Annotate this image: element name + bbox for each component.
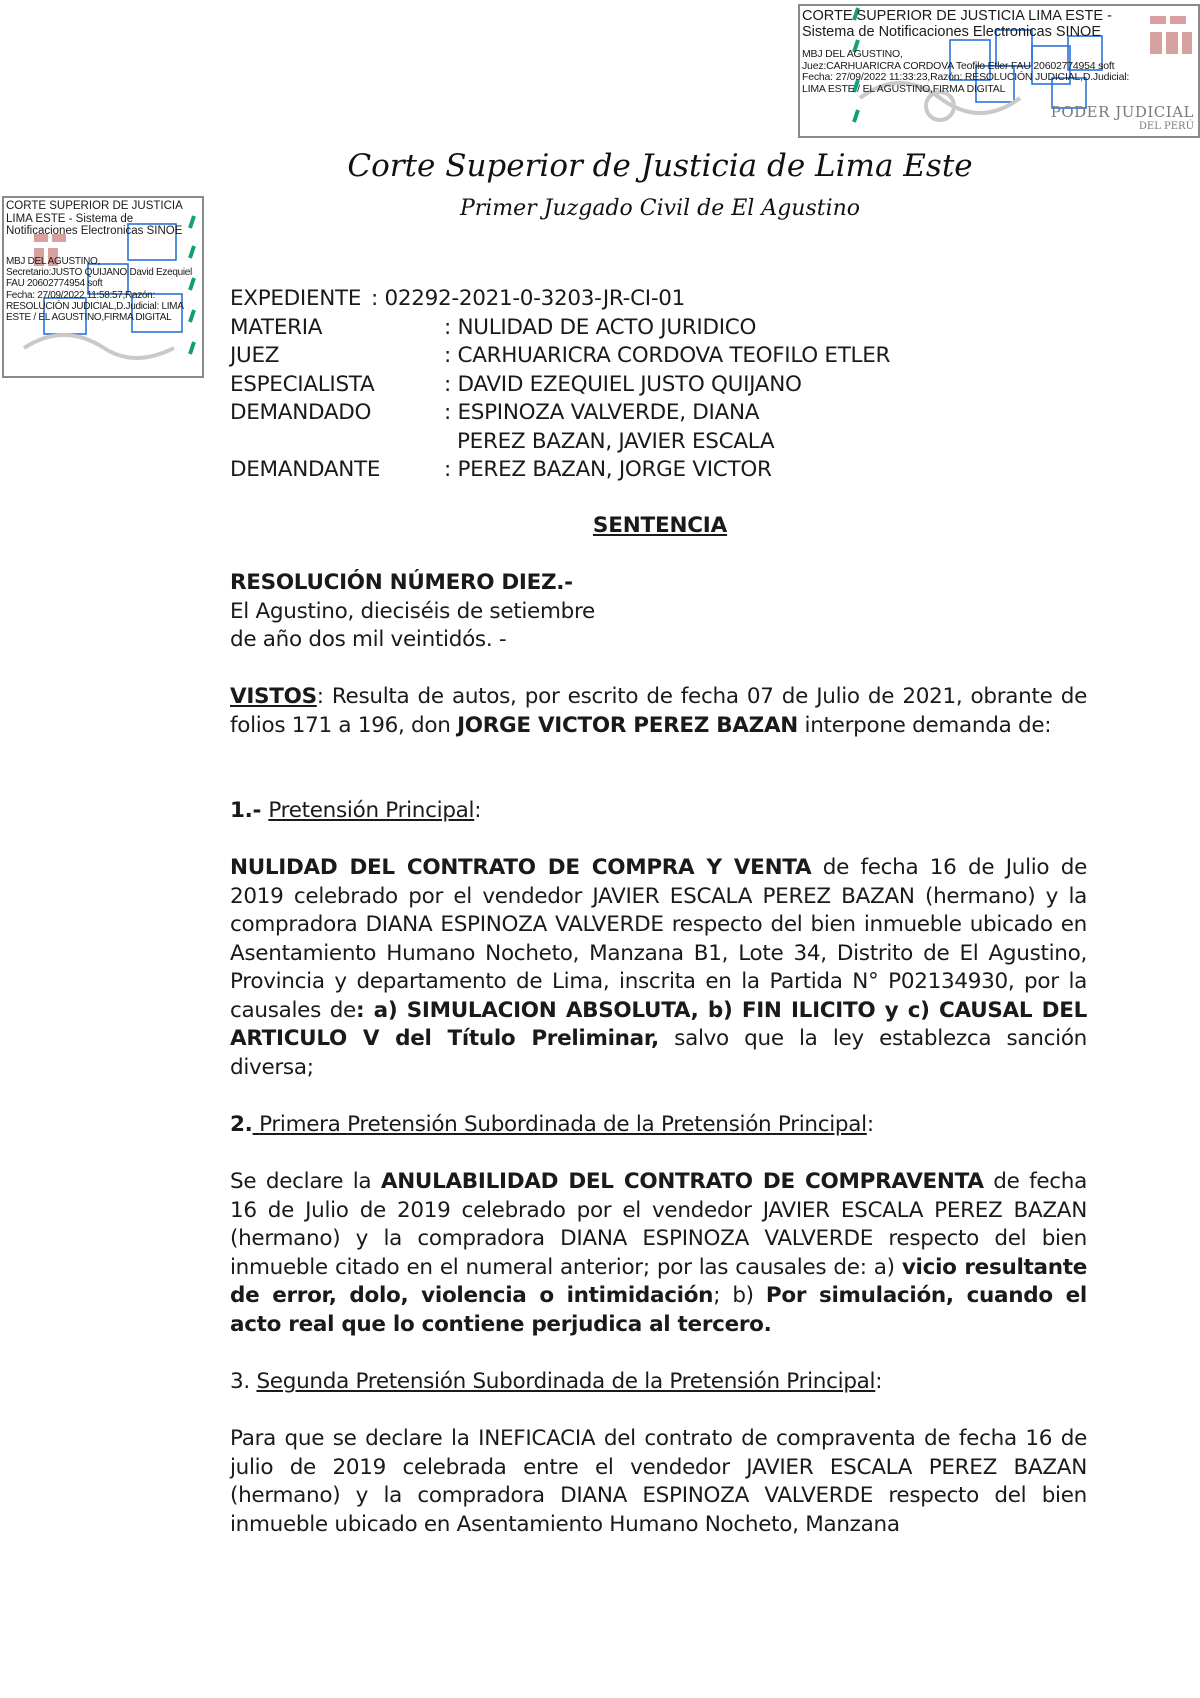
section-label: Primera Pretensión Subordinada de la Pretensión Principal (252, 1112, 867, 1137)
claim-text: de fecha 16 de Julio de 2019 celebrado por el vendedor JAVIER ESCALA PEREZ BAZAN (hermano) y la compradora DIANA ESPINOZA VALVERDE respecto del bien inmueble ubicado en Asentamiento Humano Nocheto, Manzana B1, Lote 34, Distrito de El Agustino, Provincia y departamento de Lima, inscrita en la Partida N° P02134930, por la causales de (230, 855, 1087, 1023)
signature-stamp-secretary (2, 196, 204, 378)
section-number: 3. (230, 1369, 257, 1394)
signature-body-line: MBJ DEL AGUSTINO, (6, 256, 100, 267)
vistos-label: VISTOS (230, 684, 317, 709)
meta-row-demandado (230, 399, 890, 428)
juez-label: JUEZ (230, 343, 280, 368)
juez-value: : CARHUARICRA CORDOVA TEOFILO ETLER (444, 343, 891, 368)
court-name: Corte Superior de Justicia de Lima Este (347, 148, 973, 184)
demandante-value: : PEREZ BAZAN, JORGE VICTOR (444, 457, 772, 482)
section-label: Segunda Pretensión Subordinada de la Pretensión Principal (256, 1369, 876, 1394)
section-colon: : (875, 1369, 883, 1394)
case-metadata (230, 285, 890, 485)
document-title: SENTENCIA (592, 513, 728, 538)
signature-body-line: Secretario:JUSTO QUIJANO David Ezequiel FAU 20602774954 soft (6, 267, 192, 290)
claim-paragraph-3 (230, 1425, 1087, 1539)
claim-bold: vicio resultante de error, dolo, violencia o intimidación (230, 1254, 1087, 1308)
claim-text: de fecha 16 de Julio de 2019 celebrado por el vendedor JAVIER ESCALA PEREZ BAZAN (hermano) y la compradora DIANA ESPINOZA VALVERDE respecto del bien inmueble citado en el numeral anterior; por las causales de: a) (230, 1169, 1087, 1280)
meta-row-juez (230, 342, 890, 371)
resolution-number: RESOLUCIÓN NÚMERO DIEZ.- (230, 570, 573, 595)
signature-body (6, 256, 202, 323)
date-line: El Agustino, dieciséis de setiembre (230, 598, 595, 624)
claim-bold: : a) SIMULACION ABSOLUTA, b) FIN ILICITO y c) CAUSAL DEL ARTICULO V del Título Preliminar, (230, 997, 1087, 1051)
claim-paragraph-1 (230, 854, 1087, 1082)
section-number: 2. (230, 1112, 253, 1137)
vistos-text: interpone demanda de: (797, 712, 1052, 738)
claim-text: ; b) (713, 1283, 766, 1308)
demandado-label: DEMANDADO (230, 400, 372, 425)
signature-body (802, 49, 1129, 95)
signature-stamp-judge (798, 4, 1200, 138)
signature-body-line: Fecha: 27/09/2022 11:33:23,Razón: RESOLUCIÓN JUDICIAL,D.Judicial: (802, 71, 1130, 83)
signature-body-line: Fecha: 27/09/2022 11:58:57,Razón: RESOLUCIÓN JUDICIAL,D.Judicial: LIMA ESTE / EL AGUSTINO,FIRMA DIGITAL (6, 289, 184, 324)
court-subtitle: Primer Juzgado Civil de El Agustino (459, 196, 861, 221)
section-colon: : (474, 798, 482, 823)
signature-body-line: LIMA ESTE / EL AGUSTINO,FIRMA DIGITAL (802, 82, 1006, 95)
signature-body-line: MBJ DEL AGUSTINO, (802, 48, 903, 60)
section-heading-3 (230, 1368, 1087, 1397)
logo-line: DEL PERÚ (1138, 121, 1194, 132)
expediente-value: : 02292-2021-0-3203-JR-CI-01 (371, 286, 686, 311)
claim-text: Se declare la (230, 1169, 381, 1194)
section-label: Pretensión Principal (268, 798, 475, 823)
signature-body-line: Juez:CARHUARICRA CORDOVA Teofilo Etler FAU 20602774954 soft (802, 59, 1115, 72)
section-heading-2 (230, 1111, 1087, 1140)
expediente-label: EXPEDIENTE (230, 286, 362, 311)
meta-row-materia (230, 314, 890, 343)
signature-header-line: CORTE SUPERIOR DE JUSTICIA LIMA ESTE - (802, 8, 1112, 24)
claim-bold: ANULABILIDAD DEL CONTRATO DE COMPRAVENTA (380, 1169, 984, 1194)
claim-paragraph-2 (230, 1168, 1087, 1339)
demandado-value: : ESPINOZA VALVERDE, DIANA (444, 400, 760, 425)
logo-line: PODER JUDICIAL (1050, 103, 1194, 121)
signature-header: CORTE SUPERIOR DE JUSTICIA LIMA ESTE - Sistema de Notificaciones Electronicas SINOE (6, 200, 183, 237)
meta-row-demandante (230, 456, 890, 485)
date-line: de año dos mil veintidós. - (230, 627, 507, 652)
vistos-paragraph (230, 683, 1087, 740)
vistos-text: : Resulta de autos, por escrito de fecha 07 de Julio de 2021, obrante de folios 171 a 196, don (230, 684, 1087, 738)
section-number: 1.- (230, 798, 269, 823)
claim-text: Para que se declare la INEFICACIA del contrato de compraventa de fecha 16 de julio de 2019 celebrada entre el vendedor JAVIER ESCALA PEREZ BAZAN (hermano) y la compradora DIANA ESPINOZA VALVERDE respecto del bien inmueble ubicado en Asentamiento Humano Nocheto, Manzana (230, 1426, 1087, 1537)
claim-text: salvo que la ley establezca sanción diversa; (230, 1026, 1087, 1080)
plaintiff-name: JORGE VICTOR PEREZ BAZAN (457, 712, 798, 738)
section-colon: : (866, 1112, 874, 1137)
signature-header-line: Sistema de Notificaciones Electronicas SINOE (802, 24, 1101, 40)
signature-header (802, 8, 1112, 40)
claim-bold: Por simulación, cuando el acto real que lo contiene perjudica al tercero. (230, 1283, 1087, 1337)
demandante-label: DEMANDANTE (230, 457, 381, 482)
materia-label: MATERIA (230, 314, 323, 340)
demandado-value-continued: PEREZ BAZAN, JAVIER ESCALA (457, 428, 775, 454)
meta-row-expediente (230, 285, 890, 314)
poder-judicial-logo (1051, 103, 1194, 132)
section-heading-1 (230, 797, 1087, 826)
materia-value: : NULIDAD DE ACTO JURIDICO (444, 314, 757, 340)
especialista-value: : DAVID EZEQUIEL JUSTO QUIJANO (444, 371, 802, 397)
meta-row-especialista (230, 371, 890, 400)
especialista-label: ESPECIALISTA (230, 371, 375, 397)
claim-bold: NULIDAD DEL CONTRATO DE COMPRA Y VENTA (230, 855, 812, 880)
resolution-block (230, 569, 1087, 655)
